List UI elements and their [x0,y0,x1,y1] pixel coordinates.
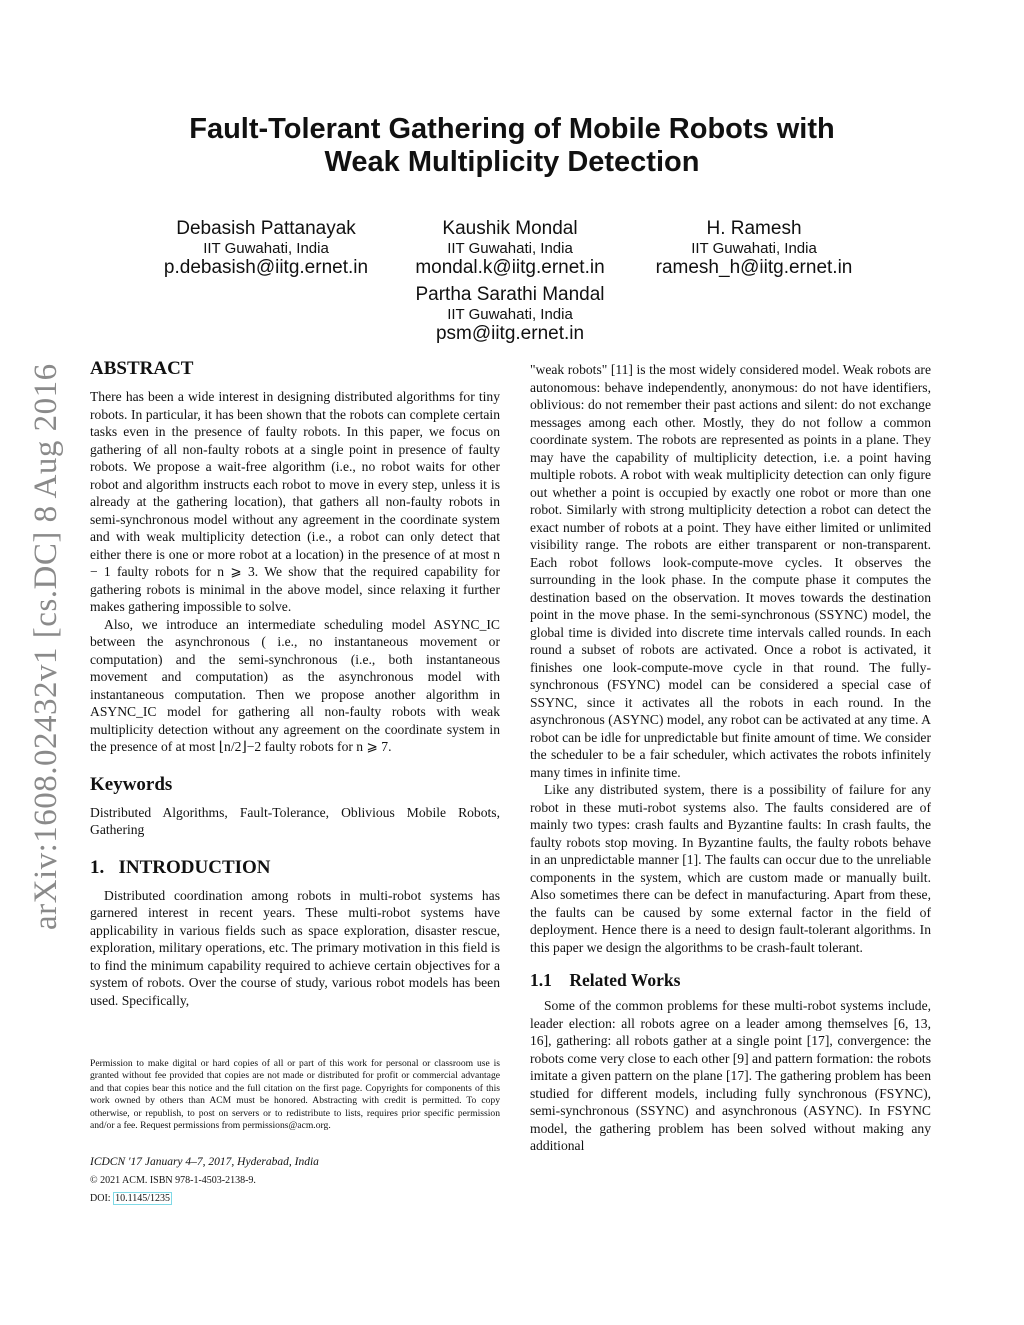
author-block [609,218,899,279]
keywords-text: Distributed Algorithms, Fault-Tolerance, Oblivious Mobile Robots, Gathering [90,804,500,837]
author-name: Kaushik Mondal [442,218,578,239]
title-line-2: Weak Multiplicity Detection [324,146,700,178]
author-email[interactable]: psm@iitg.ernet.in [435,323,585,344]
left-column [90,358,500,1009]
author-affiliation: IIT Guwahati, India [691,240,817,257]
author-email[interactable]: p.debasish@iitg.ernet.in [163,257,369,278]
doi-label: DOI: [90,1193,114,1204]
keywords-heading: Keywords [90,773,173,795]
author-affiliation: IIT Guwahati, India [447,306,573,323]
related-works-heading: 1.1 Related Works [530,970,681,990]
introduction-paragraph-1: Distributed coordination among robots in multi-robot systems has garnered interest in recent years. These multi-robot systems have applicability in various fields such as space exploration, disaster rescue, exploration, military operations, etc. The primary motivation in this field is to find the minimum capability required to achieve certain objectives for a system of robots. Over the course of study, various robot models has been used. Specifically, [90,887,500,1008]
right-column [530,361,931,1155]
copyright-line: © 2021 ACM. ISBN 978-1-4503-2138-9. [90,1175,256,1186]
introduction-heading: 1. INTRODUCTION [90,856,271,878]
author-name: H. Ramesh [706,218,802,239]
abstract-paragraph-1: There has been a wide interest in designing distributed algorithms for tiny robots. In particular, it has been shown that the robots can complete certain tasks even in the presence of faulty robots. In this paper, we focus on gathering of all non-faulty robots at a single point in presence of faulty robots. We propose a wait-free algorithm (i.e., no robot waits for other robot and algorithm instructs each robot to move in every step, unless it is already at the gathering location), that gathers all non-faulty robots in semi-synchronous model without any agreement in the coordinate system and with weak multiplicity detection (i.e., a robot can only detect that either there is one or more robot at a location) in the presence of at most n − 1 faulty robots for n ⩾ 3. We show that the required capability for gathering robots is minimal in the above model, since relaxing it further makes gathering impossible to solve. [90,389,500,614]
author-name: Partha Sarathi Mandal [415,284,605,305]
doi-link[interactable]: 10.1145/1235 [115,1193,170,1204]
doi-line [90,1193,172,1204]
paper-title [0,113,1024,179]
body-paragraph-2: Like any distributed system, there is a possibility of failure for any robot in these muti-robot systems also. The faults considered are of mainly two types: crash faults and Byzantine faults: In crash faults, the faulty robots stop moving. In Byzantine faults, the faulty robots behave in an unpredictable manner [1]. The faults can occur due to the unreliable components in the system, which are custom made or manually built. Also sometimes there can be defect in manufacturing. Apart from these, the faults can be caused by some external factor in the field of deployment. Hence there is a need to design fault-tolerant algorithms. In this paper we design the algorithms to be crash-fault tolerant. [530,782,931,955]
author-affiliation: IIT Guwahati, India [447,240,573,257]
permission-notice: Permission to make digital or hard copies of all or part of this work for personal or classroom use is granted without fee provided that copies are not made or distributed for profit or commercial advantage and that copies bear this notice and the full citation on the first page. Copyrights for components of this work owned by others than ACM must be honored. Abstracting with credit is permitted. To copy otherwise, or republish, to post on servers or to redistribute to lists, requires prior specific permission and/or a fee. Request permissions from permissions@acm.org. [90,1058,500,1132]
body-paragraph-1: "weak robots" [11] is the most widely considered model. Weak robots are autonomous: behave independently, anonymous: do not have identifiers, oblivious: do not remember their past actions and silent: do not exchange messages among each other. Mostly, they do not follow a common coordinate system. The robots are represented as points in a plane. They may have the capability of multiplicity detection, i.e. a point having multiple robots. A robot with weak multiplicity detection can only figure out whether a point is occupied by exactly one robot or more than one robot. Similarly with strong multiplicity detection a robot can detect the exact number of robots at a point. They have either limited or unlimited visibility range. The robots are either transparent or non-transparent. Each robot follows look-compute-move cycles. It observes the surrounding in the look phase. In the compute phase it computes the destination based on the observation. It moves towards the destination point in the move phase. In the semi-synchronous (SSYNC) model, the global time is divided into discrete time intervals called rounds. In each round a subset of robots are activated. Once a robot is activated, it finishes one look-compute-move cycle in that round. The fully-synchronous (FSYNC) model can be considered a special case of SSYNC, since it activates all the robots in each round. In the asynchronous (ASYNC) model, any robot can be activated at any time. A robot can be idle for unpredictable but finite amount of time. We consider the scheduler to be a fair scheduler, which activates the robots infinitely many times in infinite time. [530,362,931,780]
author-email[interactable]: mondal.k@iitg.ernet.in [415,257,605,278]
title-line-1: Fault-Tolerant Gathering of Mobile Robots with [189,113,835,145]
author-name: Debasish Pattanayak [176,218,356,239]
author-affiliation: IIT Guwahati, India [203,240,329,257]
conference-info: ICDCN '17 January 4–7, 2017, Hyderabad, India [90,1156,319,1168]
abstract-heading: ABSTRACT [90,358,194,379]
author-block [365,284,655,345]
author-email[interactable]: ramesh_h@iitg.ernet.in [655,257,853,278]
arxiv-identifier[interactable]: arXiv:1608.02432v1 [cs.DC] 8 Aug 2016 [28,363,64,930]
related-works-paragraph: Some of the common problems for these multi-robot systems include, leader election: all robots agree on a leader among themselves [6, 13, 16], gathering: all robots gather at a single point [17], convergence: the robots come very close to each other [9] and pattern formation: the robots imitate a given pattern on the plane [17]. The gathering problem has been studied for different models, including fully synchronous (FSYNC), semi-synchronous (SSYNC) and asynchronous (ASYNC). In FSYNC model, the gathering problem has been solved without making any additional [530,998,931,1153]
abstract-paragraph-2: Also, we introduce an intermediate scheduling model ASYNC_IC between the asynchronous ( i.e., no instantaneous movement or computation) and the semi-synchronous (i.e., both instantaneous movement and computation) as the asynchronous model with instantaneous computation. Then we propose another algorithm in ASYNC_IC model for gathering all non-faulty robots with weak multiplicity detection without any agreement on the coordinate system in the presence of at most ⌊n/2⌋−2 faulty robots for n ⩾ 7. [90,616,500,754]
